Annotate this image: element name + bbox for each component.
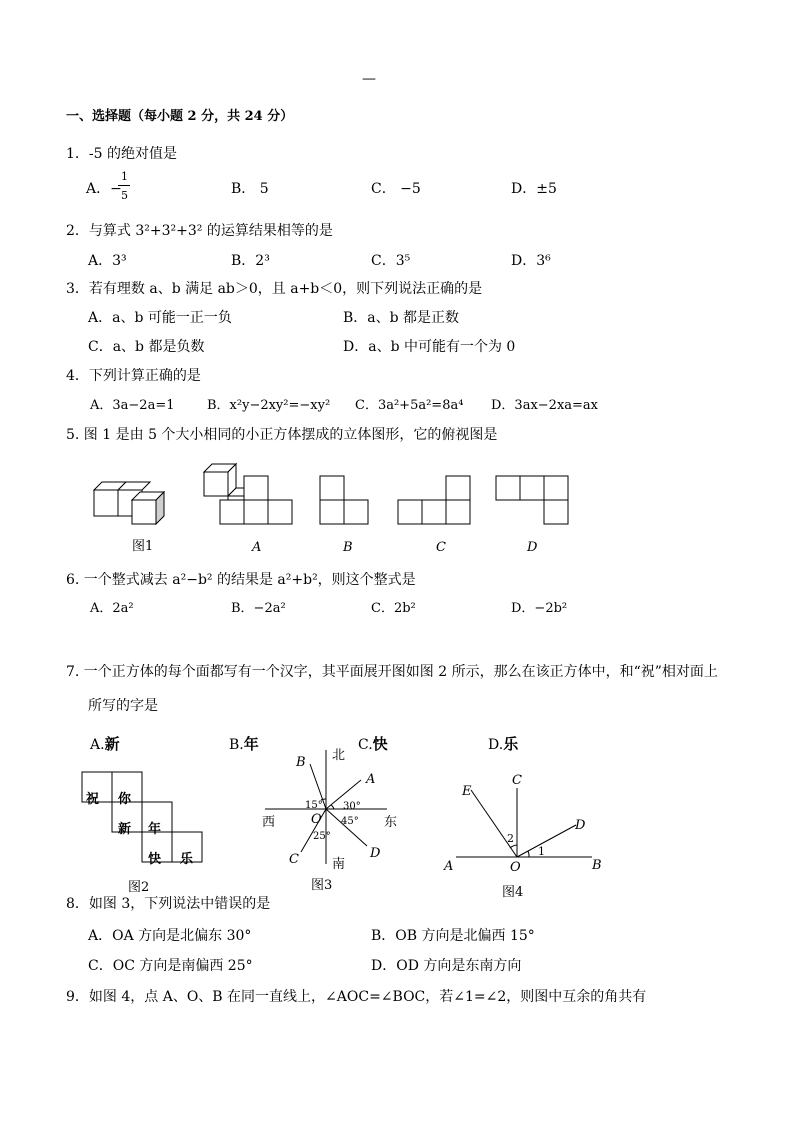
q1-a-denominator: 5 bbox=[121, 189, 128, 202]
q8-option-b: B．OB 方向是北偏西 15° bbox=[371, 928, 535, 944]
q7-option-a: A.新 bbox=[90, 735, 120, 753]
q5-option-b-label: B bbox=[343, 540, 353, 555]
fig3-angle-ne: 30° bbox=[343, 801, 361, 812]
q3-option-a: A．a、b 可能一正一负 bbox=[88, 310, 232, 326]
option-b-grid bbox=[320, 476, 368, 524]
q2-option-d: D．3⁶ bbox=[511, 253, 551, 269]
q4-option-c: C．3a²+5a²=8a⁴ bbox=[355, 398, 464, 413]
q3-stem: 3．若有理数 a、b 满足 ab＞0，且 a+b＜0，则下列说法正确的是 bbox=[66, 281, 483, 297]
fig3-east: 东 bbox=[384, 815, 398, 830]
section-title: 一、选择题（每小题 2 分，共 24 分） bbox=[66, 109, 294, 124]
fig4-point-c: C bbox=[512, 773, 522, 788]
fig3-compass bbox=[255, 748, 405, 878]
q6-option-d: D．−2b² bbox=[511, 601, 568, 616]
q3-option-d: D．a、b 中可能有一个为 0 bbox=[343, 339, 516, 355]
fig3-angle-sw: 25° bbox=[313, 831, 331, 842]
q7-stem-line2: 所写的字是 bbox=[88, 698, 158, 714]
q4-option-b: B．x²y−2xy²=−xy² bbox=[207, 398, 331, 413]
fig4-angle-2: 2 bbox=[507, 832, 514, 845]
q2-stem: 2．与算式 3²+3²+3² 的运算结果相等的是 bbox=[66, 223, 333, 239]
fig4-point-a: A bbox=[444, 859, 454, 874]
q1-option-b: B． 5 bbox=[231, 181, 269, 197]
q5-option-c-label: C bbox=[436, 540, 446, 555]
q6-option-c: C．2b² bbox=[371, 601, 416, 616]
q4-option-d: D．3ax−2xa=ax bbox=[491, 398, 598, 413]
q6-stem: 6. 一个整式减去 a²−b² 的结果是 a²+b²，则这个整式是 bbox=[66, 572, 416, 588]
fig2-cell-2: 你 bbox=[118, 792, 132, 807]
fig3-point-a: A bbox=[366, 772, 376, 787]
fig2-label: 图2 bbox=[128, 880, 150, 895]
fig3-point-o: O bbox=[311, 812, 322, 827]
fig2-cell-6: 乐 bbox=[180, 852, 194, 867]
q1-a-numerator: 1 bbox=[121, 170, 128, 183]
fig3-point-d: D bbox=[370, 846, 381, 861]
q7-option-c: C.快 bbox=[358, 735, 388, 753]
fig3-south: 南 bbox=[332, 857, 346, 872]
q5-figures bbox=[88, 460, 588, 560]
fig3-angle-nw: 15° bbox=[305, 800, 323, 811]
q1-fraction-bar bbox=[118, 185, 130, 186]
q1-option-d: D．±5 bbox=[511, 181, 557, 197]
q8-option-d: D．OD 方向是东南方向 bbox=[371, 958, 522, 974]
q2-option-c: C．3⁵ bbox=[371, 253, 411, 269]
q8-option-c: C．OC 方向是南偏西 25° bbox=[88, 958, 253, 974]
q8-option-a: A．OA 方向是北偏东 30° bbox=[88, 928, 252, 944]
fig4-point-d: D bbox=[575, 818, 586, 833]
q7-stem-line1: 7. 一个正方体的每个面都写有一个汉字，其平面展开图如图 2 所示，那么在该正方体中，和“祝”相对面上 bbox=[66, 664, 718, 680]
q5-option-d-label: D bbox=[527, 540, 538, 555]
q2-option-a: A．3³ bbox=[88, 253, 127, 269]
fig2-cell-1: 祝 bbox=[86, 792, 100, 807]
q1-option-a: A．− bbox=[86, 181, 122, 197]
q6-option-b: B．−2a² bbox=[231, 601, 286, 616]
q9-stem: 9．如图 4，点 A、O、B 在同一直线上，∠AOC=∠BOC，若∠1=∠2，则图中互余的角共有 bbox=[66, 989, 647, 1005]
q3-option-b: B．a、b 都是正数 bbox=[343, 310, 460, 326]
fig3-angle-se: 45° bbox=[341, 816, 359, 827]
q1-stem: 1．-5 的绝对值是 bbox=[66, 146, 177, 162]
fig3-north: 北 bbox=[332, 748, 346, 763]
q7-option-d: D.乐 bbox=[488, 735, 519, 753]
fig1-label: 图1 bbox=[132, 539, 154, 554]
fig2-cell-3: 新 bbox=[118, 822, 132, 837]
fig4-angle-1: 1 bbox=[538, 845, 545, 858]
option-d-grid bbox=[496, 476, 568, 524]
fig4-point-e: E bbox=[462, 784, 472, 799]
q5-option-a-label: A bbox=[252, 540, 262, 555]
option-c-grid bbox=[398, 476, 470, 524]
q5-stem: 5. 图 1 是由 5 个大小相同的小正方体摆成的立体图形，它的俯视图是 bbox=[66, 427, 498, 443]
q4-stem: 4．下列计算正确的是 bbox=[66, 368, 201, 384]
q2-option-b: B．2³ bbox=[231, 253, 270, 269]
fig4-point-b: B bbox=[592, 858, 602, 873]
q8-stem: 8．如图 3，下列说法中错误的是 bbox=[66, 896, 271, 912]
fig3-point-b: B bbox=[296, 755, 306, 770]
q3-option-c: C．a、b 都是负数 bbox=[88, 339, 205, 355]
q1-option-c: C． −5 bbox=[371, 181, 421, 197]
fig2-cell-5: 快 bbox=[148, 852, 162, 867]
q4-option-a: A．3a−2a=1 bbox=[90, 398, 175, 413]
q7-option-b: B.年 bbox=[229, 735, 259, 753]
fig2-cell-4: 年 bbox=[148, 822, 162, 837]
q6-option-a: A．2a² bbox=[90, 601, 134, 616]
fig3-west: 西 bbox=[262, 815, 276, 830]
fig4-label: 图4 bbox=[502, 885, 524, 900]
fig4-point-o: O bbox=[510, 860, 521, 875]
fig3-label: 图3 bbox=[311, 878, 333, 893]
fig3-point-c: C bbox=[289, 852, 299, 867]
top-mark: — bbox=[362, 71, 376, 87]
